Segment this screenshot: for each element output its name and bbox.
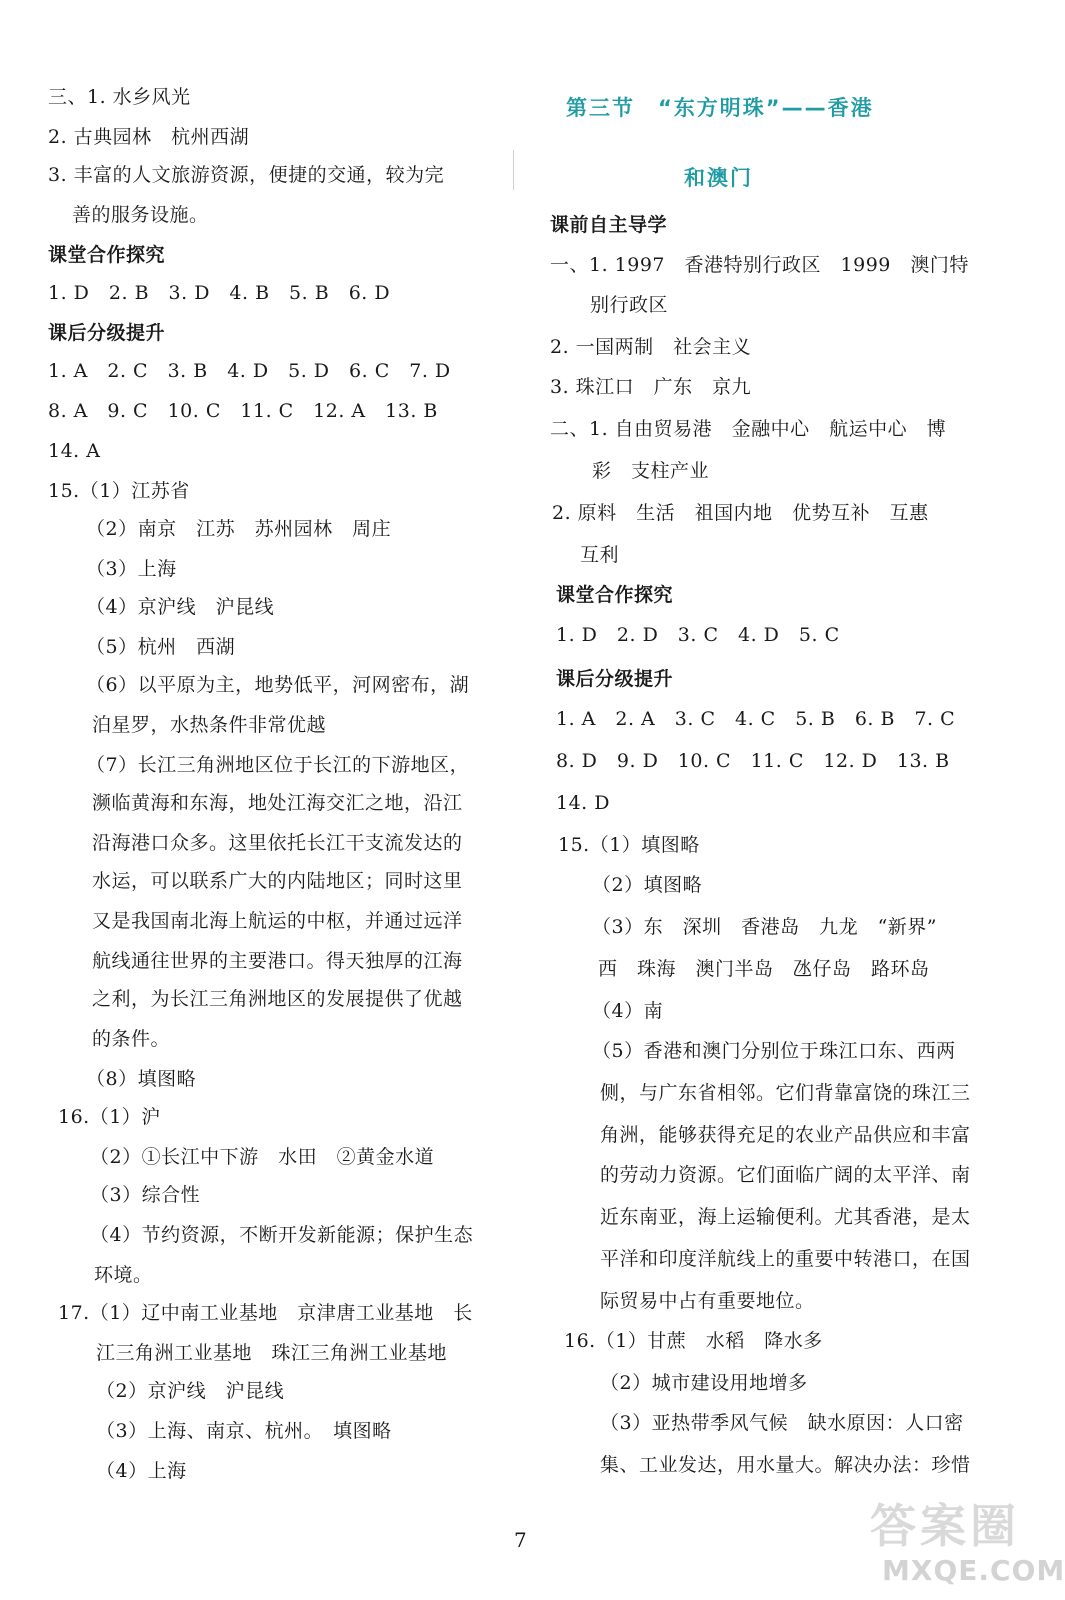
answer-line: 沿海港口众多。这里依托长江干支流发达的	[92, 832, 463, 854]
answer-line: 侧，与广东省相邻。它们背靠富饶的珠江三	[600, 1082, 971, 1104]
answer-line: （2）城市建设用地增多	[600, 1372, 808, 1394]
answer-line: 角洲，能够获得充足的农业产品供应和丰富	[600, 1124, 971, 1146]
answer-line: （4）节约资源，不断开发新能源；保护生态	[90, 1224, 474, 1246]
answer-line: （2）①长江中下游 水田 ②黄金水道	[90, 1146, 435, 1168]
answer-line: 又是我国南北海上航运的中枢，并通过远洋	[92, 910, 463, 932]
answer-line: 16.（1）沪	[58, 1106, 161, 1128]
answer-line: 2. 古典园林 杭州西湖	[48, 126, 250, 148]
answer-line: （3）东 深圳 香港岛 九龙 “新界”	[592, 916, 938, 938]
answer-line: （7）长江三角洲地区位于长江的下游地区，	[86, 754, 470, 776]
answer-line: 三、1. 水乡风光	[48, 86, 191, 108]
answer-line: （3）亚热带季风气候 缺水原因：人口密	[600, 1412, 964, 1434]
answer-line: 二、1. 自由贸易港 金融中心 航运中心 博	[550, 418, 947, 440]
answer-line: （2）南京 江苏 苏州园林 周庄	[86, 518, 392, 540]
answer-line: 2. 一国两制 社会主义	[550, 336, 752, 358]
answer-line: 际贸易中占有重要地位。	[600, 1290, 815, 1312]
answer-line: （4）上海	[96, 1460, 187, 1482]
answer-line: （4）京沪线 沪昆线	[86, 596, 275, 618]
answer-line: 2. 原料 生活 祖国内地 优势互补 互惠	[552, 502, 929, 524]
answer-line: （4）南	[592, 1000, 664, 1022]
answer-line: 1. D 2. D 3. C 4. D 5. C	[556, 624, 840, 646]
answer-line: 西 珠海 澳门半岛 氹仔岛 路环岛	[598, 958, 930, 980]
answer-line: 集、工业发达，用水量大。解决办法：珍惜	[600, 1454, 971, 1476]
section-heading: 课堂合作探究	[48, 244, 166, 266]
watermark-logo	[870, 1490, 1065, 1595]
answer-line: 江三角洲工业基地 珠江三角洲工业基地	[96, 1342, 448, 1364]
section-heading: 课堂合作探究	[556, 584, 674, 606]
answer-line: 别行政区	[590, 294, 669, 316]
answer-line: （2）填图略	[592, 874, 703, 896]
answer-line: （3）上海	[86, 558, 177, 580]
answer-line: 15.（1）江苏省	[48, 480, 190, 502]
answer-line: 水运，可以联系广大的内陆地区；同时这里	[92, 870, 463, 892]
answer-line: 航线通往世界的主要港口。得天独厚的江海	[92, 950, 463, 972]
answer-line: 环境。	[94, 1264, 153, 1286]
watermark-url: MXQE.COM	[882, 1554, 1065, 1587]
answer-line: 1. D 2. B 3. D 4. B 5. B 6. D	[48, 282, 391, 304]
answer-line: 1. A 2. A 3. C 4. C 5. B 6. B 7. C	[556, 708, 956, 730]
section-heading: 课后分级提升	[48, 322, 166, 344]
answer-line: （5）香港和澳门分别位于珠江口东、西两	[592, 1040, 956, 1062]
answer-line: 3. 丰富的人文旅游资源，便捷的交通，较为完	[48, 164, 445, 186]
answer-line: 近东南亚，海上运输便利。尤其香港，是太	[600, 1206, 971, 1228]
answer-line: 的劳动力资源。它们面临广阔的太平洋、南	[600, 1164, 971, 1186]
section-title-continued: 和澳门	[684, 166, 753, 190]
answer-line: 濒临黄海和东海，地处江海交汇之地，沿江	[92, 792, 463, 814]
answer-line: （2）京沪线 沪昆线	[96, 1380, 285, 1402]
answer-line: 16.（1）甘蔗 水稻 降水多	[564, 1330, 823, 1352]
answer-line: （8）填图略	[86, 1068, 197, 1090]
answer-line: 平洋和印度洋航线上的重要中转港口，在国	[600, 1248, 971, 1270]
answer-line: 15.（1）填图略	[558, 834, 700, 856]
answer-line: （6）以平原为主，地势低平，河网密布，湖	[86, 674, 470, 696]
answer-line: 8. A 9. C 10. C 11. C 12. A 13. B	[48, 400, 438, 422]
answer-line: 之利，为长江三角洲地区的发展提供了优越	[92, 988, 463, 1010]
answer-line: 善的服务设施。	[72, 204, 209, 226]
answer-line: （3）综合性	[90, 1184, 201, 1206]
section-heading: 课后分级提升	[556, 668, 674, 690]
answer-line: 8. D 9. D 10. C 11. C 12. D 13. B	[556, 750, 950, 772]
answer-line: （5）杭州 西湖	[86, 636, 236, 658]
answer-line: 14. D	[556, 792, 610, 814]
answer-line: 14. A	[48, 440, 101, 462]
answer-line: 一、1. 1997 香港特别行政区 1999 澳门特	[550, 254, 969, 276]
answer-line: 1. A 2. C 3. B 4. D 5. D 6. C 7. D	[48, 360, 451, 382]
answer-line: 的条件。	[92, 1028, 171, 1050]
answer-line: 彩 支柱产业	[592, 460, 710, 482]
column-divider	[513, 150, 514, 190]
answer-line: （3）上海、南京、杭州。 填图略	[96, 1420, 392, 1442]
section-title: 第三节 “东方明珠”——香港	[566, 96, 874, 120]
answer-line: 3. 珠江口 广东 京九	[550, 376, 752, 398]
answer-line: 互利	[580, 544, 620, 566]
answer-line: 泊星罗，水热条件非常优越	[92, 714, 327, 736]
watermark-text: 答案圈	[870, 1499, 1020, 1553]
section-heading: 课前自主导学	[550, 214, 668, 236]
page-number: 7	[514, 1528, 527, 1552]
answer-line: 17.（1）辽中南工业基地 京津唐工业基地 长	[58, 1302, 473, 1324]
